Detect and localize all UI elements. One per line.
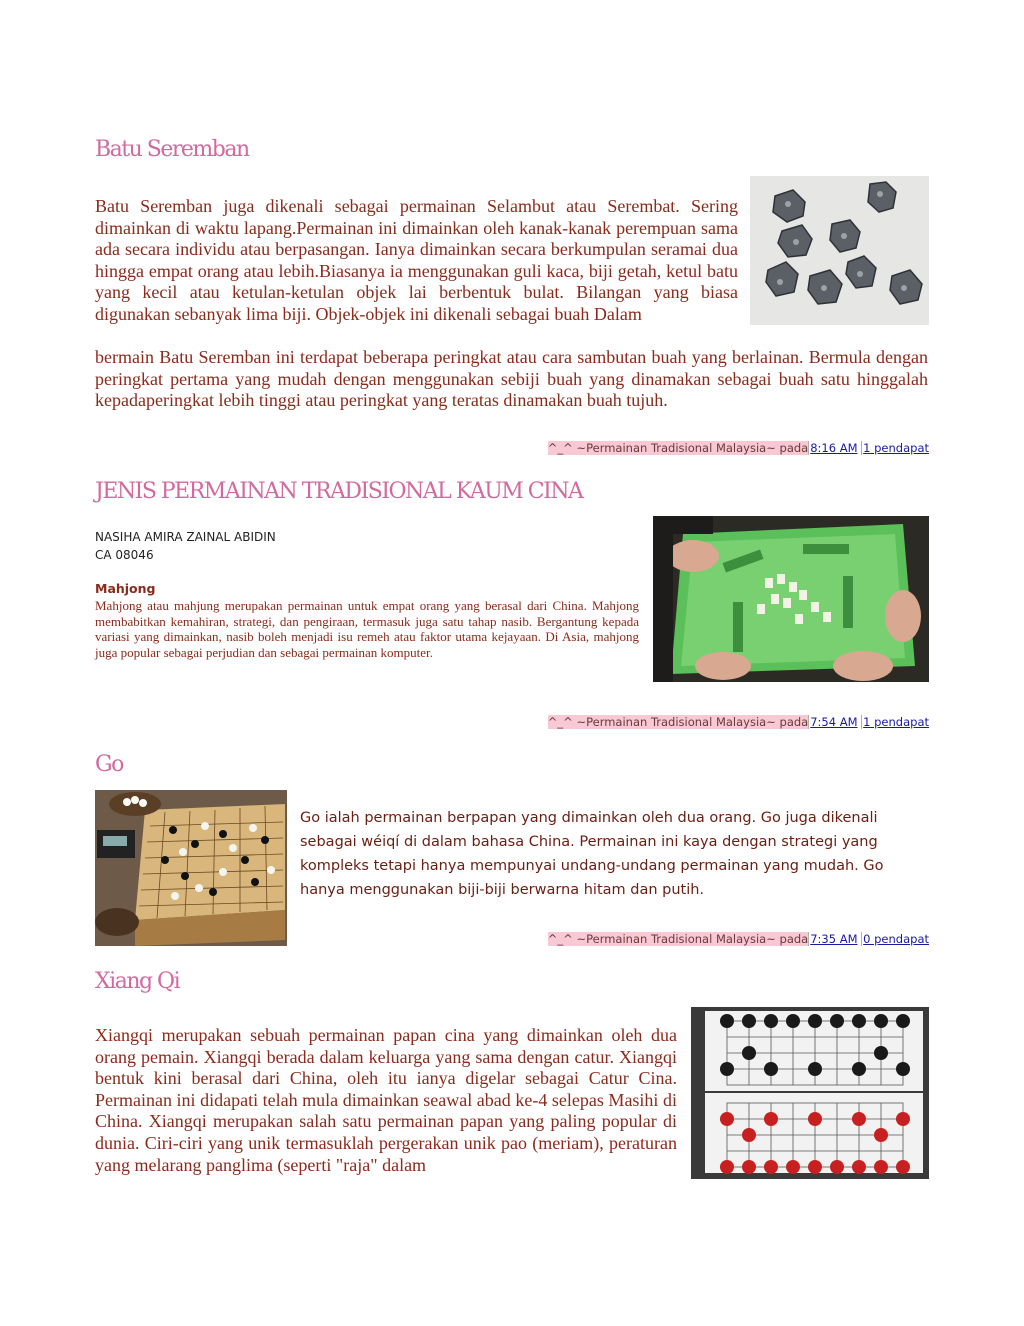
post-time-link[interactable]: 7:54 AM: [810, 715, 858, 729]
author-name: NASIHA AMIRA ZAINAL ABIDIN: [95, 530, 276, 544]
post-comments-link[interactable]: 0 pendapat: [863, 932, 929, 946]
post-footer-3: [548, 932, 929, 946]
batu-seremban-paragraph-top: Batu Seremban juga dikenali sebagai permainan Selambut atau Serembat. Sering dimainkan di waktu lapang.Permainan ini dimainkan oleh kanak-kanak perempuan sama ada secara individu atau berpasangan. Ianya dimainkan secara berkumpulan seramai dua hingga empat orang atau lebih.Biasanya ia menggunakan guli kaca, biji getah, ketul batu yang kecil atau ketulan-ketulan objek lai berbentuk bulat. Bilangan yang biasa digunakan sebanyak lima biji. Objek-objek ini dikenali sebagai buah Dalam: [95, 196, 738, 324]
author-block: [95, 528, 276, 564]
go-board-image: [95, 790, 287, 946]
mahjong-paragraph: Mahjong atau mahjung merupakan permainan untuk empat orang yang berasal dari China. Mahjong membabitkan kemahiran, strategi, dan pengiraan, termasuk juga satu tahap nasib. Bergantung kepada variasi yang dimainkan, nasib boleh menjadi isu remeh atau faktor utama kejayaan. Di Asia, mahjong juga popular sebagai perjudian dan sebagai permainan komputer.: [95, 598, 639, 660]
post-author-tag: ^_^ ~Permainan Tradisional Malaysia~ pada: [547, 715, 809, 729]
batu-seremban-text-top: [95, 196, 738, 326]
xiangqi-board-image: [691, 1007, 929, 1179]
section-title-go: Go: [95, 752, 123, 777]
author-id: CA 08046: [95, 548, 154, 562]
batu-seremban-text-bottom: [95, 347, 928, 412]
post-footer-1: [548, 441, 929, 455]
mahjong-photo: [653, 516, 929, 682]
go-text: [300, 806, 932, 902]
go-paragraph: Go ialah permainan berpapan yang dimainkan oleh dua orang. Go juga dikenali sebagai wéiqí di dalam bahasa China. Permainan ini kaya dengan strategi yang kompleks tetapi hanya mempunyai undang-undang permainan yang mudah. Go hanya menggunakan biji-biji berwarna hitam dan putih.: [300, 810, 884, 898]
post-footer-2: [548, 715, 929, 729]
post-comments-link[interactable]: 1 pendapat: [863, 441, 929, 455]
post-comments-link[interactable]: 1 pendapat: [863, 715, 929, 729]
stones-image: [750, 176, 929, 325]
xiangqi-paragraph: Xiangqi merupakan sebuah permainan papan cina yang dimainkan oleh dua orang pemain. Xiangqi berada dalam keluarga yang sama dengan catur. Xiangqi bentuk kini berasal dari China, oleh itu ianya digelar sebagai Catur Cina. Permainan ini didapati telah mula dimainkan seawal abad ke-4 selepas Masihi di China. Xiangqi merupakan salah satu permainan papan yang paling popular di dunia. Ciri-ciri yang unik termasuklah pergerakan unik pao (meriam), peraturan yang melarang panglima (seperti "raja" dalam: [95, 1025, 677, 1175]
xiangqi-text: [95, 1025, 677, 1176]
mahjong-text: [95, 598, 639, 660]
batu-seremban-paragraph-bottom: bermain Batu Seremban ini terdapat beberapa peringkat atau cara sambutan buah yang berlainan. Bermula dengan peringkat pertama yang mudah dengan menggunakan sebiji buah yang dinamakan sebagai buah satu hinggalah kepadaperingkat lebih tinggi atau peringkat yang teratas dinamakan buah tujuh.: [95, 347, 928, 411]
batu-seremban-photo: [750, 176, 929, 325]
go-photo: [95, 790, 287, 946]
mahjong-subtitle: Mahjong: [95, 581, 156, 596]
mahjong-image: [653, 516, 929, 682]
section-title-xiang-qi: Xiang Qi: [95, 969, 180, 994]
post-time-link[interactable]: 7:35 AM: [810, 932, 858, 946]
post-author-tag: ^_^ ~Permainan Tradisional Malaysia~ pada: [547, 441, 809, 455]
section-title-batu-seremban: Batu Seremban: [95, 137, 249, 162]
xiangqi-photo: [691, 1007, 929, 1179]
section-title-kaum-cina: JENIS PERMAINAN TRADISIONAL KAUM CINA: [95, 479, 583, 504]
post-time-link[interactable]: 8:16 AM: [810, 441, 858, 455]
post-author-tag: ^_^ ~Permainan Tradisional Malaysia~ pada: [547, 932, 809, 946]
